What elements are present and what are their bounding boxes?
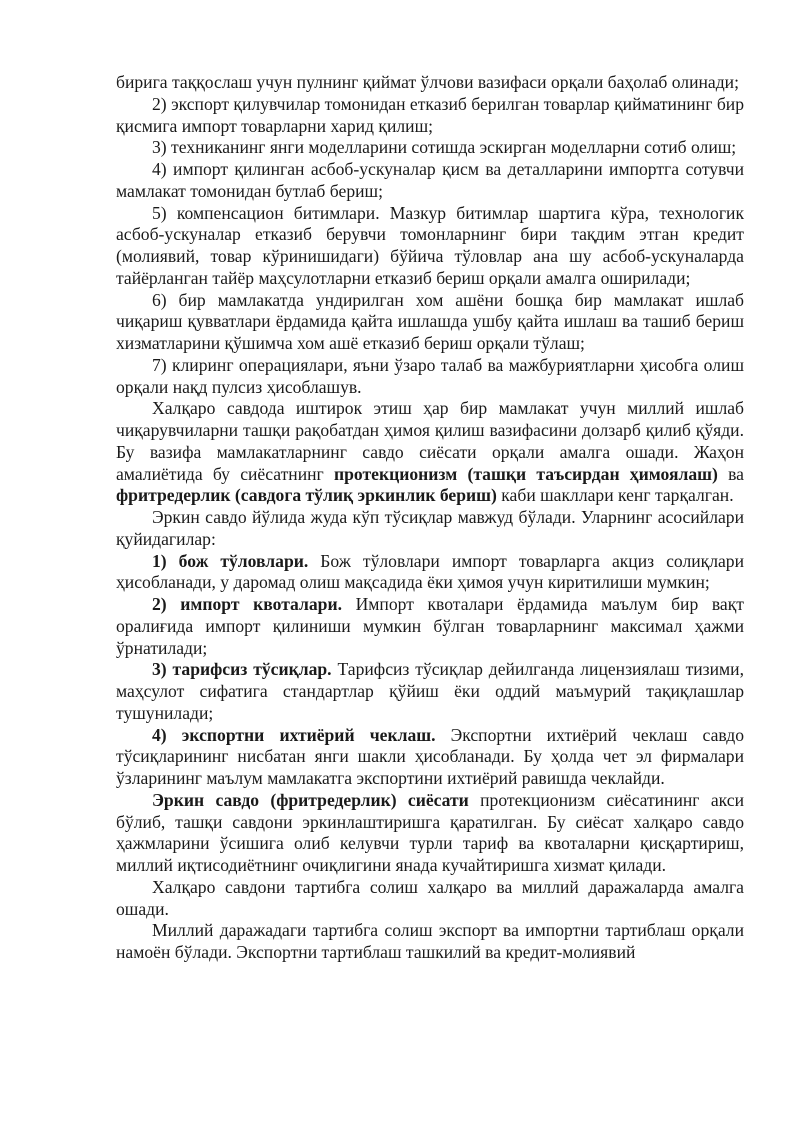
text-run: Бож тўловлари импорт товарларга акциз солиқлари ҳисобланади, у даромад олиш мақсадида ёки ҳимоя учун киритилиши мумкин;	[116, 550, 744, 593]
paragraph	[116, 551, 744, 595]
body-text	[116, 72, 744, 964]
paragraph	[116, 398, 744, 507]
text-run: 5) компенсацион битимлари. Мазкур битимлар шартига кўра, технологик асбоб-ускуналар етказиб берувчи томонларнинг бири тақдим этган кредит (молиявий, товар кўринишидаги) бўйича тўловлар ана шу асбоб-ускуналарда тайёрланган тайёр маҳсулотларни етказиб бериш орқали амалга оширилади;	[116, 202, 744, 288]
bold-term: 1) бож тўловлари.	[152, 550, 309, 571]
paragraph	[116, 159, 744, 203]
bold-term: 2) импорт квоталари.	[152, 594, 342, 614]
paragraph	[116, 203, 744, 290]
paragraph	[116, 920, 744, 964]
paragraph	[116, 790, 744, 877]
paragraph	[116, 137, 744, 159]
paragraph	[116, 507, 744, 551]
text-run: бирига таққослаш учун пулнинг қиймат ўлчови вазифаси орқали баҳолаб олинади;	[116, 72, 739, 92]
paragraph	[116, 877, 744, 921]
paragraph	[116, 594, 744, 659]
bold-term: Эркин савдо (фритредерлик) сиёсати	[152, 789, 469, 810]
paragraph	[116, 725, 744, 790]
paragraph	[116, 290, 744, 355]
text-run: Тарифсиз тўсиқлар дейилганда лицензиялаш тизими, маҳсулот сифатига стандартлар қўйиш ёки оддий маъмурий тақиқлашлар тушунилади;	[116, 659, 744, 723]
bold-term: 3) тарифсиз тўсиқлар.	[152, 659, 332, 680]
bold-term: 4) экспортни ихтиёрий чеклаш.	[152, 724, 436, 745]
paragraph	[116, 659, 744, 724]
text-run: 7) клиринг операциялари, яъни ўзаро талаб ва мажбуриятларни ҳисобга олиш орқали нақд пулсиз ҳисоблашув.	[116, 354, 744, 397]
text-run: 6) бир мамлакатда ундирилган хом ашёни бошқа бир мамлакат ишлаб чиқариш қувватлари ёрдамида қайта ишлашда ушбу қайта ишлаш ва ташиб бериш хизматларини қўшимча хом ашё етказиб бериш орқали тўлаш;	[116, 289, 744, 353]
text-run: Экспортни ихтиёрий чеклаш савдо тўсиқларининг нисбатан янги шакли ҳисобланади. Бу ҳолда чет эл фирмалари ўзларининг маълум мамлакатга экспортини ихтиёрий равишда чеклайди.	[116, 724, 745, 788]
text-run: протекционизм сиёсатининг акси бўлиб, ташқи савдони эркинлаштиришга қаратилган. Бу сиёсат халқаро савдо ҳажмларини ўсишига олиб келувчи турли тариф ва квоталарни қисқартириш, миллий иқтисодиётнинг очиқлигини янада кучайтиришга хизмат қилади.	[116, 789, 744, 875]
text-run: Халқаро савдода иштирок этиш ҳар бир мамлакат учун миллий ишлаб чиқарувчиларни ташқи рақобатдан ҳимоя қилиш вазифасини долзарб қилиб қўяди. Бу вазифа мамлакатларнинг савдо сиёсати орқали амалга ошади. Жаҳон амалиётида бу сиёсатнинг	[116, 398, 744, 484]
text-run: 3) техниканинг янги моделларини сотишда эскирган моделларни сотиб олиш;	[152, 137, 737, 158]
text-run: Миллий даражадаги тартибга солиш экспорт ва импортни тартиблаш орқали намоён бўлади. Экспортни тартиблаш ташкилий ва кредит-молиявий	[116, 920, 744, 962]
paragraph	[116, 94, 744, 138]
bold-term: фритредерлик (савдога тўлиқ эркинлик бериш)	[116, 485, 497, 506]
text-run: каби шакллари кенг тарқалган.	[496, 485, 734, 506]
text-run: Эркин савдо йўлида жуда кўп тўсиқлар мавжуд бўлади. Уларнинг асосийлари қуйидагилар:	[116, 507, 744, 549]
text-run: 4) импорт қилинган асбоб-ускуналар қисм ва деталларини импортга сотувчи мамлакат томонидан бутлаб бериш;	[116, 159, 744, 201]
text-run: Импорт квоталари ёрдамида маълум бир вақт оралиғида импорт қилиниши мумкин бўлган товарларнинг максимал ҳажми ўрнатилади;	[116, 594, 744, 658]
text-run: Халқаро савдони тартибга солиш халқаро ва миллий даражаларда амалга ошади.	[116, 876, 744, 919]
text-run: ва	[717, 463, 744, 484]
paragraph	[116, 72, 744, 94]
bold-term: протекционизм (ташқи таъсирдан ҳимоялаш)	[334, 463, 718, 484]
paragraph	[116, 355, 744, 399]
text-run: 2) экспорт қилувчилар томонидан етказиб берилган товарлар қийматининг бир қисмига импорт товарларни харид қилиш;	[116, 93, 744, 136]
